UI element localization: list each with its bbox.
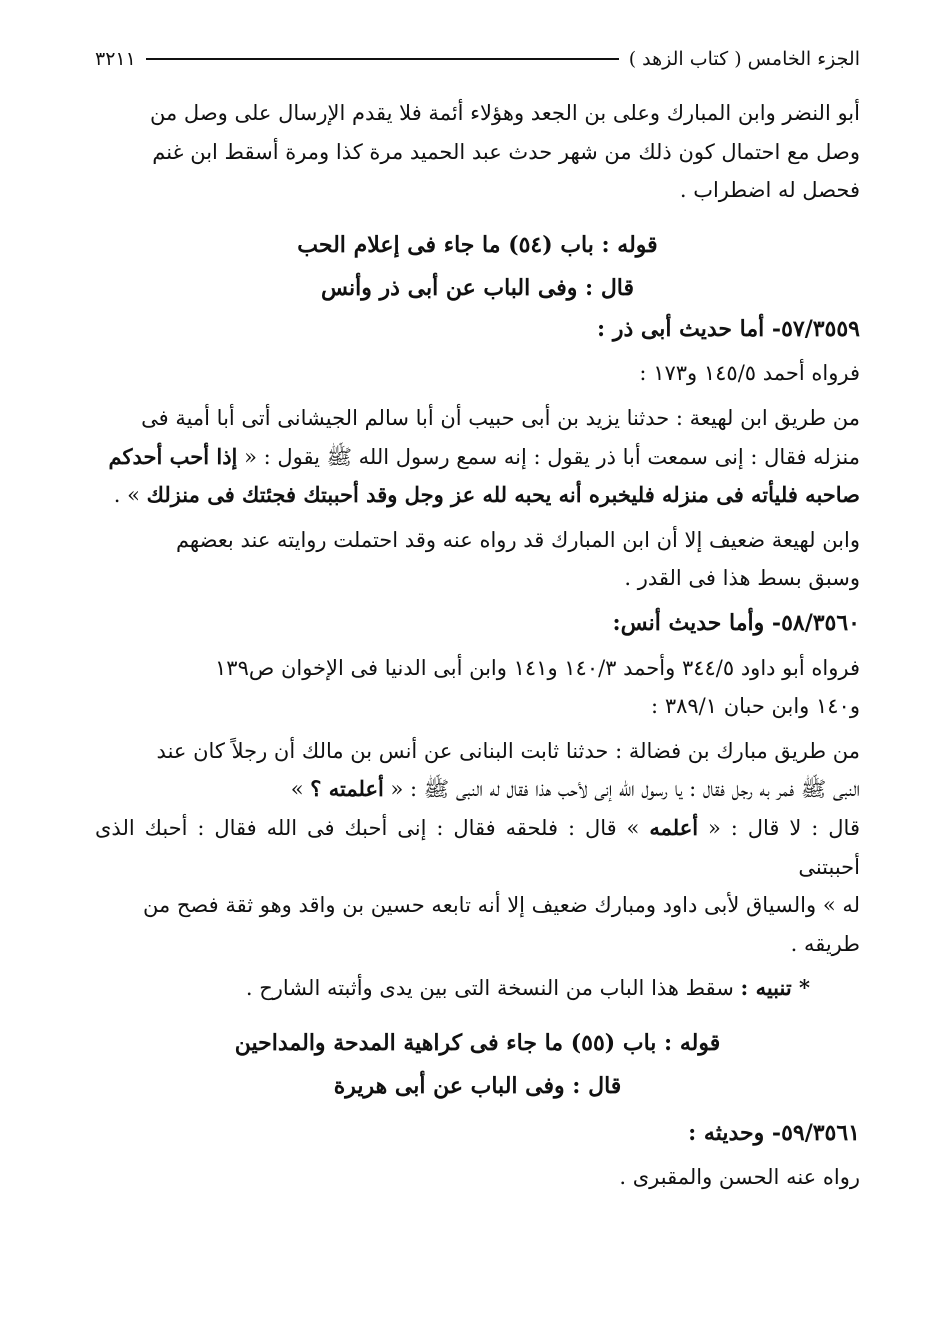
- hadith-3560-text-line: من طريق مبارك بن فضالة : حدثنا ثابت البنانى عن أنس بن مالك أن رجلاً كان عند: [156, 738, 860, 763]
- chapter-54-subtitle: قال : وفى الباب عن أبى ذر وأنس: [320, 274, 635, 301]
- hadith-3559-matn: إذا أحب أحدكم: [108, 443, 238, 469]
- running-title: الجزء الخامس ( كتاب الزهد ): [628, 48, 860, 70]
- hadith-3560-text: » قال : فلحقه فقال : إنى أحبك فى الله فقال : أحبك الذى أحببتنى: [95, 815, 860, 879]
- hadith-3559-source: فرواه أحمد ١٤٥/٥ و١٧٣ :: [639, 361, 860, 386]
- hadith-3561-source: رواه عنه الحسن والمقبرى .: [619, 1165, 860, 1190]
- hadith-3560-text-line: له » والسياق لأبى داود ومبارك ضعيف إلا أنه تابعه حسين بن واقد وهو ثقة فصح من: [142, 893, 860, 918]
- editor-note: [95, 969, 860, 1008]
- hadith-3559-text-line: [95, 476, 860, 515]
- hadith-3559-text: » .: [113, 483, 140, 508]
- hadith-3560-source-line: فرواه أبو داود ٣٤٤/٥ وأحمد ١٤٠/٣ و١٤١ وابن أبى الدنيا فى الإخوان ص١٣٩: [215, 655, 860, 680]
- hadith-3560-text-line: [95, 770, 860, 809]
- hadith-3559-text: منزله فقال : إنى سمعت أبا ذر يقول : إنه سمع رسول الله ﷺ يقول : «: [244, 444, 860, 469]
- hadith-3559-note-line: وابن لهيعة ضعيف إلا أن ابن المبارك قد رواه عنه وقد احتملت روايته عند بعضهم: [175, 527, 860, 552]
- hadith-3559-note-line: وسبق بسط هذا فى القدر .: [624, 566, 860, 591]
- hadith-3559-matn: صاحبه فليأته فى منزله فليخبره أنه يحبه لله عز وجل وقد أحببتك فجئتك فى منزلك: [146, 482, 860, 508]
- editor-note-text: سقط هذا الباب من النسخة التى بين يدى وأثبته الشارح .: [245, 976, 734, 1001]
- hadith-3561-heading: ٥٩/٣٥٦١- وحديثه :: [688, 1119, 860, 1146]
- page-number: ٣٢١١: [95, 48, 136, 70]
- chapter-55-title: قوله : باب (٥٥) ما جاء فى كراهية المدحة والمداحين: [234, 1029, 721, 1056]
- page-header: [95, 48, 860, 70]
- hadith-3559-text-line: من طريق ابن لهيعة : حدثنا يزيد بن أبى حبيب أن أبا سالم الجيشانى أتى أبا أمية فى: [141, 405, 860, 430]
- hadith-3559-text-line: [95, 438, 860, 477]
- hadith-3560-text-line: طريقه .: [790, 931, 860, 956]
- hadith-3560-heading: ٥٨/٣٥٦٠- وأما حديث أنس:: [612, 609, 860, 636]
- hadith-3560-text-line: [95, 809, 860, 886]
- editor-note-label: * تنبيه :: [740, 975, 810, 1001]
- hadith-3560-text: قال : لا قال : «: [708, 815, 860, 840]
- chapter-54-title: قوله : باب (٥٤) ما جاء فى إعلام الحب: [297, 231, 658, 258]
- header-rule: [146, 58, 619, 60]
- intro-line: فحصل له اضطراب .: [679, 178, 860, 203]
- hadith-3560-matn: أعلمه: [649, 814, 699, 840]
- hadith-3560-matn: أعلمته ؟: [310, 776, 384, 802]
- hadith-3560-text: »: [290, 777, 304, 802]
- hadith-3560-text: النبى ﷺ فمر به رجل فقال : يا رسول الله إنى لأحب هذا فقال له النبى ﷺ : «: [390, 777, 860, 802]
- hadith-3559-heading: ٥٧/٣٥٥٩- أما حديث أبى ذر :: [597, 315, 860, 342]
- hadith-3560-source-line: و١٤٠ وابن حبان ٣٨٩/١ :: [651, 694, 860, 719]
- intro-line: وصل مع احتمال كون ذلك من شهر حدث عبد الحميد مرة كذا ومرة أسقط ابن غنم: [152, 139, 860, 164]
- intro-line: أبو النضر وابن المبارك وعلى بن الجعد وهؤلاء أئمة فلا يقدم الإرسال على وصل من: [150, 101, 860, 125]
- chapter-55-subtitle: قال : وفى الباب عن أبى هريرة: [333, 1072, 622, 1099]
- page-body: [95, 94, 860, 1197]
